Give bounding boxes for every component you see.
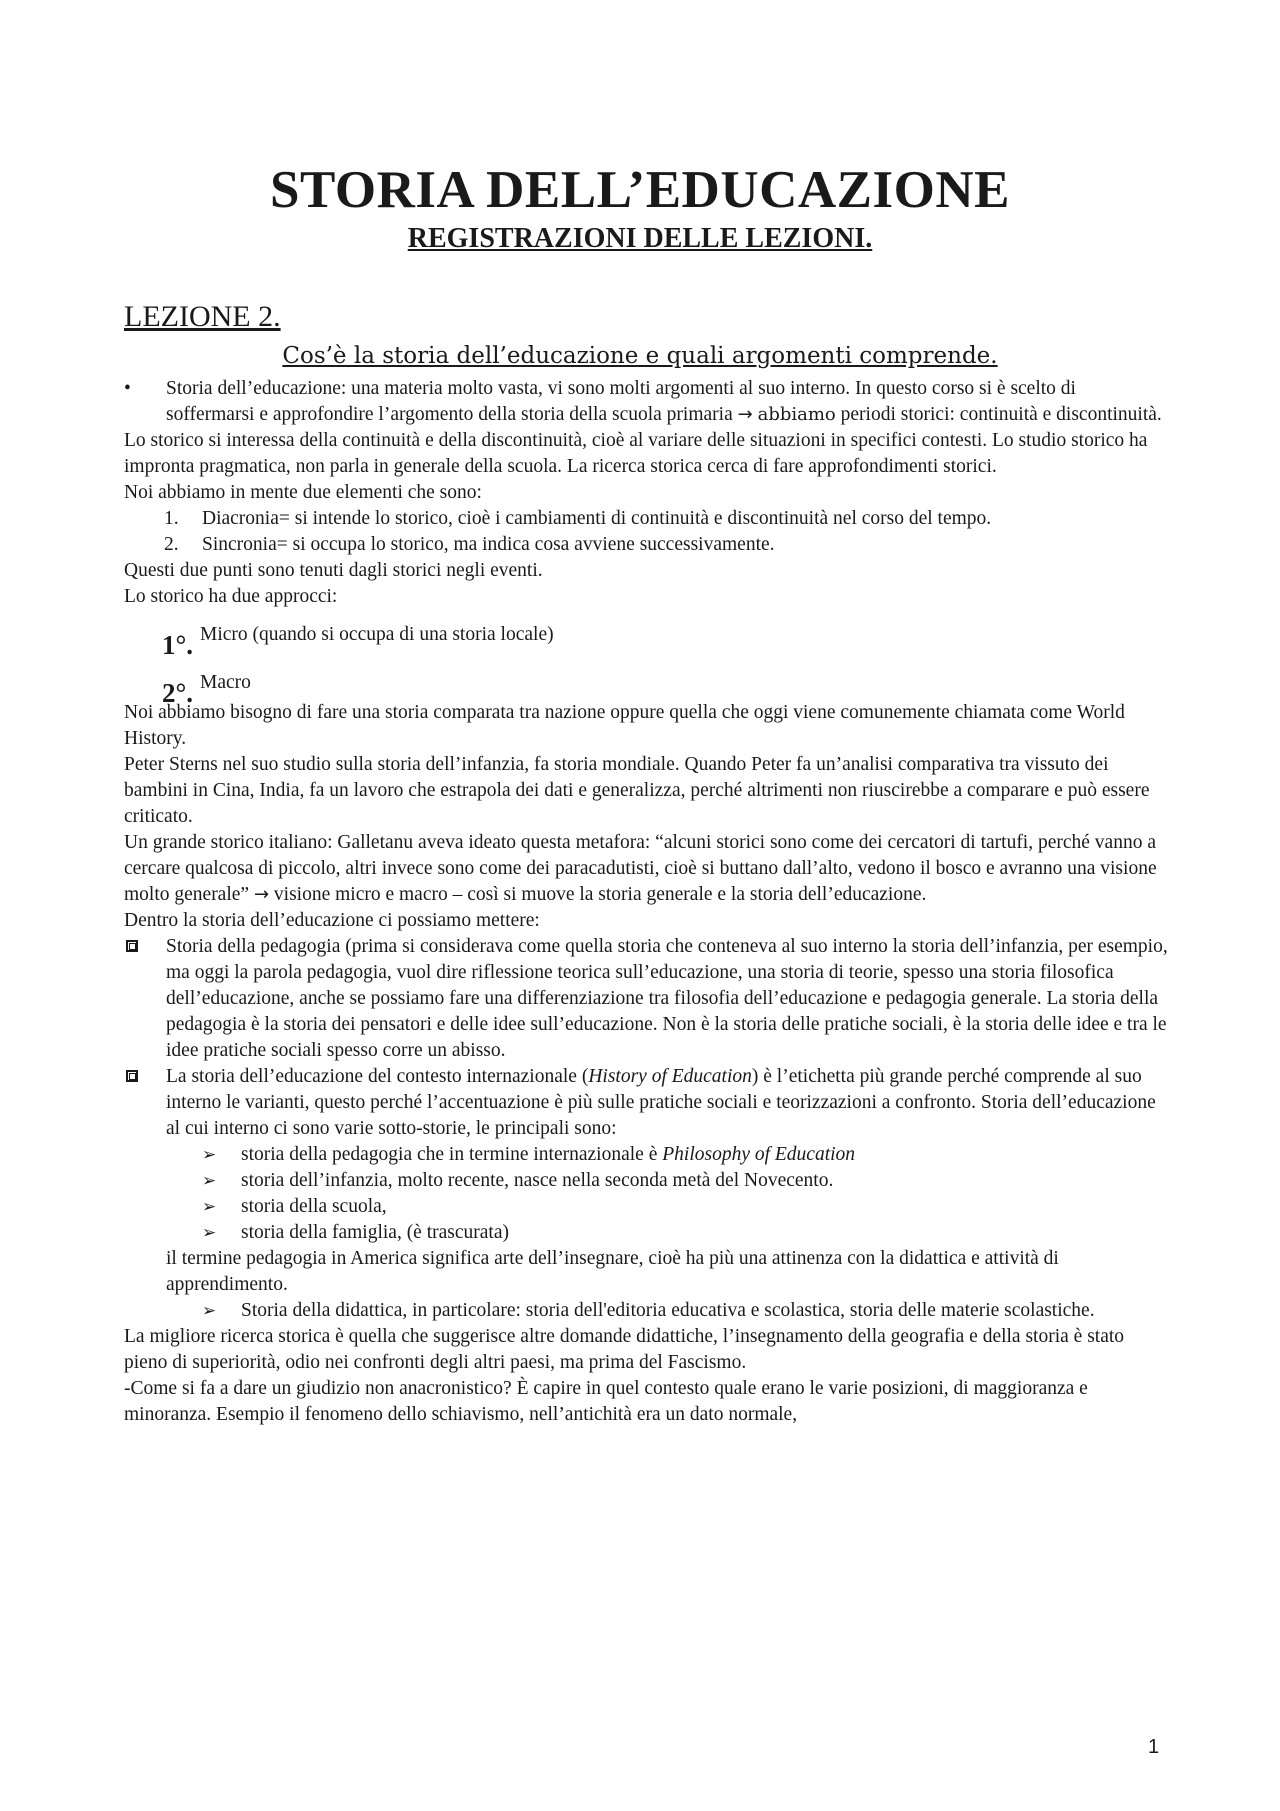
section-title: Cos’è la storia dell’educazione e quali argomenti comprende.: [282, 343, 998, 369]
checkbox-text: La storia dell’educazione del contesto internazionale (: [166, 1066, 589, 1087]
document-subtitle: REGISTRAZIONI DELLE LEZIONI.: [407, 223, 873, 254]
numbered-text: Diacronia= si intende lo storico, cioè i cambiamenti di continuità e discontinuità nel corso del tempo.: [202, 508, 992, 529]
sub-text: storia della famiglia, (è trascurata): [241, 1222, 509, 1243]
checkbox-text-tail: ) è l’etichetta più grande perché comprende al suo interno le varianti, questo perché l’accentuazione è più sulle pratiche sociali e teorizzazioni a confronto. Storia dell’educazione al cui interno ci sono varie sotto-storie, le principali sono:: [166, 1066, 1156, 1139]
ordinal-item: [124, 622, 1169, 670]
paragraph: La migliore ricerca storica è quella che suggerisce altre domande didattiche, l’insegnamento della geografia e della storia è stato pieno di superiorità, odio nei confronti degli altri paesi, ma prima del Fascismo.: [124, 1326, 1125, 1373]
arrow-icon: →: [253, 884, 270, 905]
paragraph: Noi abbiamo bisogno di fare una storia comparata tra nazione oppure quella che oggi viene comunemente chiamata come World History.: [124, 702, 1125, 749]
arrowhead-bullet-icon: ➢: [202, 1171, 217, 1191]
checkbox-item: [124, 1064, 1169, 1142]
sub-item: [124, 1298, 1169, 1324]
paragraph: Peter Sterns nel suo studio sulla storia dell’infanzia, fa storia mondiale. Quando Peter fa un’analisi comparativa tra vissuto dei bambini in Cina, India, fa un lavoro che estrapola dei dati e generalizza, perché altrimenti non riuscirebbe a comparare e può essere criticato.: [124, 754, 1150, 827]
sub-item: [124, 1142, 1169, 1168]
paragraph: Lo storico ha due approcci:: [124, 586, 338, 607]
sub-item: [124, 1194, 1169, 1220]
ordinal-text: Micro (quando si occupa di una storia locale): [200, 624, 554, 645]
sub-item: [124, 1168, 1169, 1194]
bullet-text-tail-2: periodi storici: continuità e discontinuità.: [840, 404, 1162, 425]
bullet-marker: •: [124, 378, 131, 399]
ordinal-item: [124, 670, 1169, 708]
paragraph: -Come si fa a dare un giudizio non anacronistico? È capire in quel contesto quale erano le varie posizioni, di maggioranza e minoranza. Esempio il fenomeno dello schiavismo, nell’antichità era un dato normale,: [124, 1378, 1088, 1425]
page-number: 1: [1148, 1736, 1160, 1758]
paragraph: Lo storico si interessa della continuità e della discontinuità, cioè al variare delle situazioni in specifici contesti. Lo studio storico ha impronta pragmatica, non parla in generale della scuola. La ricerca storica cerca di fare approfondimenti storici.: [124, 430, 1148, 477]
square-bullet-icon: [126, 1070, 138, 1082]
numbered-item: [124, 532, 1169, 558]
arrowhead-bullet-icon: ➢: [202, 1301, 217, 1321]
sub-item: [124, 1220, 1169, 1246]
emphasis-text: Philosophy of Education: [662, 1144, 856, 1165]
square-bullet-icon: [126, 940, 138, 952]
sub-text: Storia della didattica, in particolare: storia dell'editoria educativa e scolastica, storia delle materie scolastiche.: [241, 1300, 1095, 1321]
number-marker: 1.: [164, 508, 179, 529]
lesson-heading: LEZIONE 2.: [124, 300, 281, 333]
arrowhead-bullet-icon: ➢: [202, 1223, 217, 1243]
paragraph: Noi abbiamo in mente due elementi che sono:: [124, 482, 482, 503]
paragraph: Questi due punti sono tenuti dagli storici negli eventi.: [124, 560, 543, 581]
sub-text: storia della scuola,: [241, 1196, 387, 1217]
ordinal-marker: 2°.: [162, 678, 194, 708]
paragraph-text-tail: visione micro e macro – così si muove la storia generale e la storia dell’educazione.: [273, 884, 927, 905]
ordinal-text: Macro: [200, 672, 251, 693]
paragraph-text: Un grande storico italiano: Galletanu aveva ideato questa metafora: “alcuni storici sono come dei cercatori di tartufi, perché vanno a cercare qualcosa di piccolo, altri invece sono come dei paracadutisti, cioè si buttano dall’alto, vedono il bosco e avranno una visione molto generale”: [124, 832, 1157, 905]
bullet-text: Storia dell’educazione: una materia molto vasta, vi sono molti argomenti al suo interno. In questo corso si è scelto di soffermarsi e approfondire l’argomento della storia della scuola primaria: [166, 378, 1076, 425]
arrowhead-bullet-icon: ➢: [202, 1145, 217, 1165]
checkbox-item: [124, 934, 1169, 1064]
sub-text: storia dell’infanzia, molto recente, nasce nella seconda metà del Novecento.: [241, 1170, 834, 1191]
numbered-text: Sincronia= si occupa lo storico, ma indica cosa avviene successivamente.: [202, 534, 775, 555]
sub-text: storia della pedagogia che in termine internazionale è: [241, 1144, 658, 1165]
emphasis-text: History of Education: [588, 1066, 752, 1087]
arrow-icon: →: [737, 404, 753, 425]
paragraph: Dentro la storia dell’educazione ci possiamo mettere:: [124, 910, 540, 931]
document-body: [124, 376, 1169, 1428]
number-marker: 2.: [164, 534, 179, 555]
bullet-item: [124, 376, 1169, 428]
ordinal-marker: 1°.: [162, 630, 194, 660]
checkbox-text: Storia della pedagogia (prima si considerava come quella storia che conteneva al suo interno la storia dell’infanzia, per esempio, ma oggi la parola pedagogia, vuol dire riflessione teorica sull’educazione, una storia di teorie, spesso una storia filosofica dell’educazione, anche se possiamo fare una differenziazione tra filosofia dell’educazione e pedagogia generale. La storia della pedagogia è la storia dei pensatori e delle idee sull’educazione. Non è la storia delle pratiche sociali, è la storia delle idee e tra le idee pratiche sociali spesso corre un abisso.: [166, 936, 1168, 1061]
numbered-item: [124, 506, 1169, 532]
paragraph: [124, 830, 1169, 908]
document-title: STORIA DELL’EDUCAZIONE: [270, 161, 1010, 219]
indented-paragraph: il termine pedagogia in America significa arte dell’insegnare, cioè ha più una attinenza con la didattica e attività di apprendimento.: [166, 1248, 1059, 1295]
arrowhead-bullet-icon: ➢: [202, 1197, 217, 1217]
bullet-text-tail: abbiamo: [757, 404, 836, 425]
